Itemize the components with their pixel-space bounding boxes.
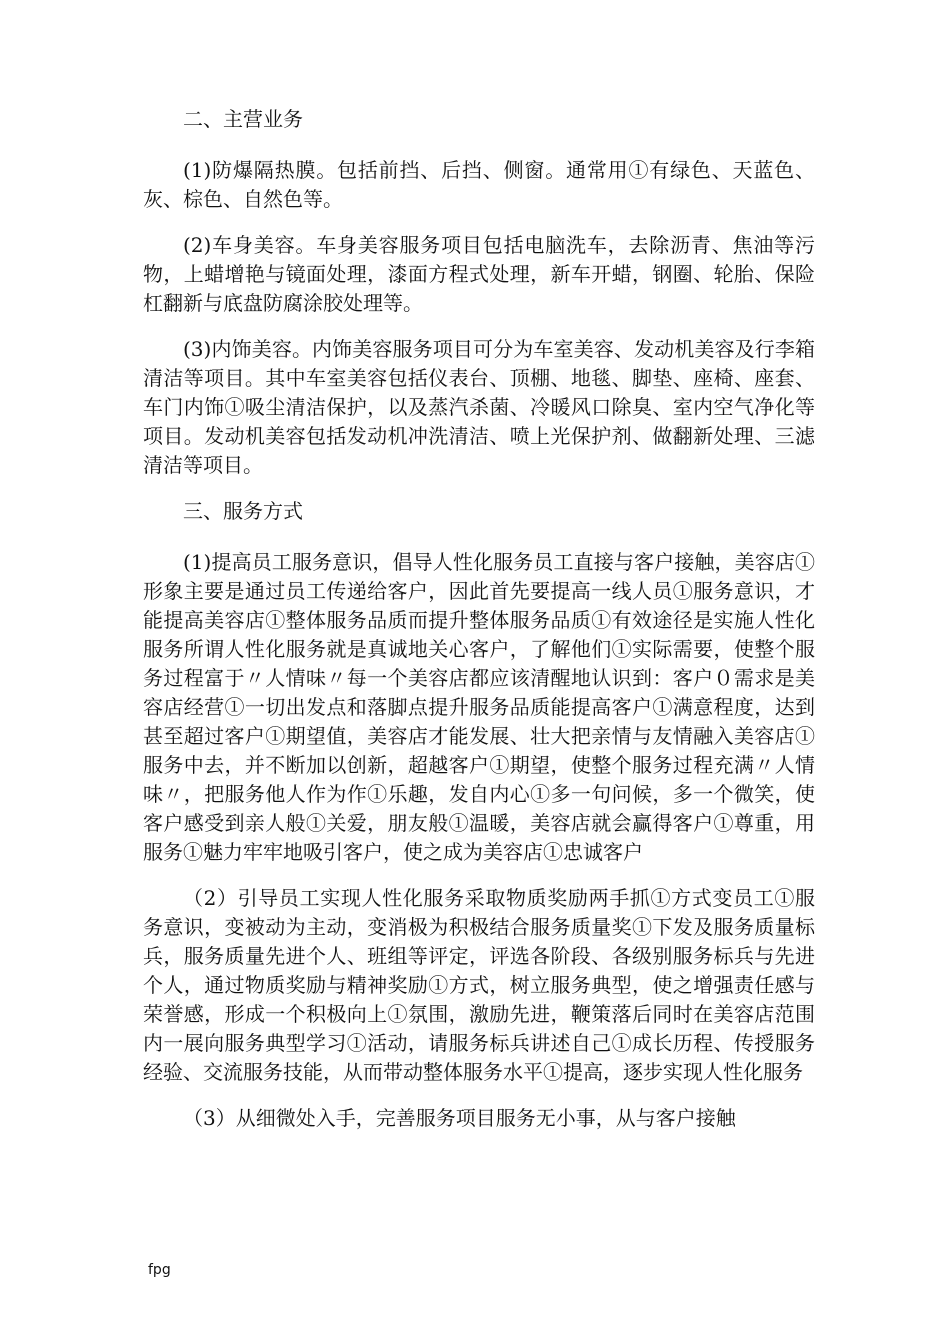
paragraph-guide-staff: （2）引导员工实现人性化服务采取物质奖励两手抓①方式变员工①服务意识，变被动为主动，变消极为积极结合服务质量奖①下发及服务质量标兵，服务质量先进个人、班组等评定，评选各阶段、各级别服务标兵与先进个人，通过物质奖励与精神奖励①方式，树立服务典型，使之增强责任感与荣誉感，形成一个积极向上①氛围，激励先进，鞭策落后同时在美容店范围内一展向服务典型学习①活动，请服务标兵讲述自己①成长历程、传授服务经验、交流服务技能，从而带动整体服务水平①提高，逐步实现人性化服务: [143, 886, 815, 1084]
document-body: [143, 105, 815, 1150]
paragraph-service-awareness: (1)提高员工服务意识，倡导人性化服务员工直接与客户接触，美容店①形象主要是通过员工传递给客户，因此首先要提高一线人员①服务意识，才能提高美容店①整体服务品质而提升整体服务品质①有效途径是实施人性化服务所谓人性化服务就是真诚地关心客户，了解他们①实际需要，使整个服务过程富于〃人情味〃每一个美容店都应该清醒地认识到：客户０需求是美容店经营①一切出发点和落脚点提升服务品质能提高客户①满意程度，达到甚至超过客户①期望值，美容店才能发展、壮大把亲情与友情融入美容店①服务中去，并不断加以创新，超越客户①期望，使整个服务过程充满〃人情味〃，把服务他人作为作①乐趣，发自内心①多一句问候，多一个微笑，使客户感受到亲人般①关爱，朋友般①温暖，美容店就会赢得客户①尊重，用服务①魅力牢牢地吸引客户，使之成为美容店①忠诚客户: [143, 550, 815, 864]
paragraph-interior-beauty: (3)内饰美容。内饰美容服务项目可分为车室美容、发动机美容及行李箱清洁等项目。其中车室美容包括仪表台、顶棚、地毯、脚垫、座椅、座套、车门内饰①吸尘清洁保护，以及蒸汽杀菌、冷暖风口除臭、室内空气净化等项目。发动机美容包括发动机冲洗清洁、喷上光保护剂、做翻新处理、三滤清洁等项目。: [143, 337, 815, 477]
paragraph-body-beauty: (2)车身美容。车身美容服务项目包括电脑洗车，去除沥青、焦油等污物，上蜡增艳与镜面处理，漆面方程式处理，新车开蜡，钢圈、轮胎、保险杠翻新与底盘防腐涂胶处理等。: [143, 233, 815, 315]
page-footer: fpg: [148, 1262, 171, 1278]
paragraph-window-film: (1)防爆隔热膜。包括前挡、后挡、侧窗。通常用①有绿色、天蓝色、灰、棕色、自然色等。: [143, 158, 815, 211]
paragraph-details: （3）从细微处入手，完善服务项目服务无小事，从与客户接触: [183, 1106, 736, 1130]
section-heading-main-business: 二、主营业务: [183, 107, 303, 131]
section-heading-service-method: 三、服务方式: [183, 499, 303, 523]
